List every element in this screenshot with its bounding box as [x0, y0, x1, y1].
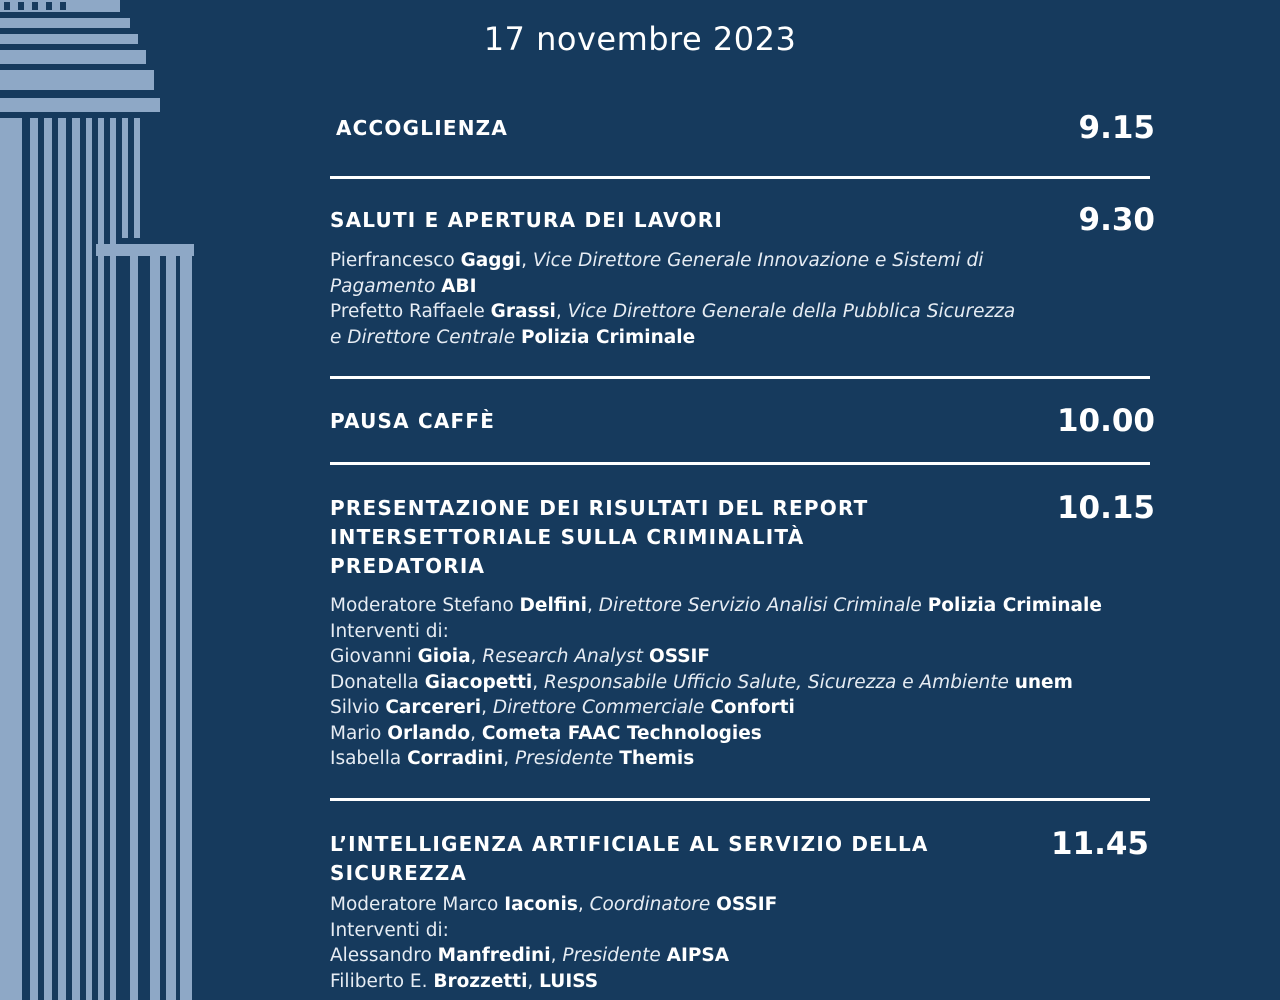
speaker-role: Direttore Servizio Analisi Criminale [598, 595, 922, 616]
speaker-name-or-org: AIPSA [666, 945, 730, 966]
speaker-role: Vice Direttore Generale Innovazione e Sistemi di Pagamento [330, 250, 984, 297]
speaker-list [330, 248, 1155, 350]
speaker-line [330, 619, 1155, 645]
speaker-line [330, 969, 1155, 995]
session-time: 9.30 [1078, 202, 1155, 238]
speaker-text: , [577, 894, 590, 915]
session-header [330, 403, 1155, 439]
speaker-name-or-org: Polizia Criminale [927, 595, 1102, 616]
speaker-name-or-org: ABI [441, 275, 477, 297]
speaker-text: , [503, 748, 515, 769]
speaker-line [330, 593, 1155, 619]
speaker-role: Research Analyst [482, 646, 644, 667]
agenda-session [330, 490, 1155, 772]
speaker-line [330, 248, 1020, 299]
building-illustration [0, 0, 200, 1000]
speaker-name-or-org: Delfini [519, 595, 588, 616]
speaker-line [330, 721, 1155, 747]
speaker-line [330, 943, 1155, 969]
speaker-text: Silvio [330, 697, 386, 718]
session-time: 9.15 [1078, 110, 1155, 146]
speaker-line [330, 670, 1155, 696]
session-header [330, 202, 1155, 238]
speaker-text: , [481, 697, 493, 718]
speaker-text: , [470, 646, 483, 667]
speaker-text: , [587, 595, 599, 616]
speaker-name-or-org: Giacopetti [424, 671, 533, 693]
speaker-name-or-org: unem [1014, 671, 1073, 693]
speaker-line [330, 299, 1020, 350]
speaker-name-or-org: LUISS [539, 970, 599, 992]
speaker-text: Pierfrancesco [330, 250, 461, 271]
session-time: 11.45 [1050, 826, 1149, 862]
speaker-role: Presidente [514, 748, 614, 769]
speaker-text: Prefetto Raffaele [330, 301, 491, 322]
speaker-role: Responsabile Ufficio Salute, Sicurezza e Ambiente [544, 671, 1009, 693]
speaker-name-or-org: Polizia Criminale [520, 326, 696, 348]
session-title: PAUSA CAFFÈ [330, 409, 496, 433]
speaker-text: Alessandro [330, 945, 438, 966]
speaker-text: Donatella [330, 671, 425, 693]
session-time: 10.00 [1056, 403, 1155, 439]
speaker-text: Moderatore Stefano [330, 595, 520, 616]
session-time: 10.15 [1056, 490, 1155, 526]
session-header [330, 826, 1155, 888]
speaker-role: Presidente [562, 945, 661, 966]
speaker-text: , [470, 722, 482, 744]
section-divider [330, 798, 1150, 801]
speaker-name-or-org: Brozzetti [433, 970, 528, 992]
session-title: ACCOGLIENZA [336, 116, 509, 140]
session-header [330, 110, 1155, 146]
session-title: PRESENTAZIONE DEI RISULTATI DEL REPORT INTERSETTORIALE SULLA CRIMINALITÀ PREDATORIA [330, 496, 869, 578]
agenda-session [330, 202, 1155, 350]
speaker-text: Moderatore Marco [330, 894, 505, 915]
speaker-text: Mario [330, 722, 388, 744]
speaker-line [330, 644, 1155, 670]
speaker-text: Filiberto E. [330, 970, 434, 992]
agenda-session [330, 110, 1155, 146]
speaker-name-or-org: Iaconis [504, 894, 578, 915]
agenda-session [330, 403, 1155, 439]
speaker-list [330, 892, 1155, 994]
speaker-name-or-org: Manfredini [437, 945, 551, 966]
speaker-text: Interventi di: [330, 620, 449, 642]
speaker-name-or-org: Carcereri [385, 697, 482, 718]
session-title: L’INTELLIGENZA ARTIFICIALE AL SERVIZIO DELLA SICUREZZA [330, 832, 929, 885]
speaker-role: Vice Direttore Generale della Pubblica Sicurezza e Direttore Centrale [330, 301, 1016, 348]
speaker-name-or-org: Corradini [407, 748, 504, 769]
speaker-text: , [527, 970, 540, 992]
speaker-line [330, 695, 1155, 721]
speaker-line [330, 746, 1155, 772]
speaker-name-or-org: Grassi [490, 301, 556, 322]
speaker-line [330, 918, 1155, 944]
section-divider [330, 176, 1150, 179]
speaker-name-or-org: Orlando [387, 722, 471, 744]
section-divider [330, 462, 1150, 465]
speaker-name-or-org: Themis [619, 748, 695, 769]
section-divider [330, 376, 1150, 379]
speaker-text: Isabella [330, 748, 408, 769]
speaker-name-or-org: OSSIF [716, 894, 778, 915]
speaker-text: , [532, 671, 545, 693]
agenda-session [330, 826, 1155, 994]
speaker-name-or-org: Gaggi [460, 250, 522, 271]
speaker-name-or-org: Conforti [710, 697, 795, 718]
event-date: 17 novembre 2023 [483, 20, 797, 58]
speaker-text: , [550, 945, 563, 966]
speaker-text: Interventi di: [330, 919, 449, 941]
speaker-role: Coordinatore [589, 894, 711, 915]
speaker-text: Giovanni [330, 646, 418, 667]
speaker-text: , [521, 250, 533, 271]
speaker-role: Direttore Commerciale [492, 697, 705, 718]
speaker-line [330, 892, 1155, 918]
speaker-text: , [555, 301, 568, 322]
speaker-name-or-org: Gioia [417, 646, 471, 667]
speaker-name-or-org: Cometa FAAC Technologies [481, 722, 762, 744]
speaker-name-or-org: OSSIF [648, 646, 711, 667]
session-header [330, 490, 1155, 581]
speaker-list [330, 593, 1155, 772]
session-title: SALUTI E APERTURA DEI LAVORI [330, 208, 723, 232]
